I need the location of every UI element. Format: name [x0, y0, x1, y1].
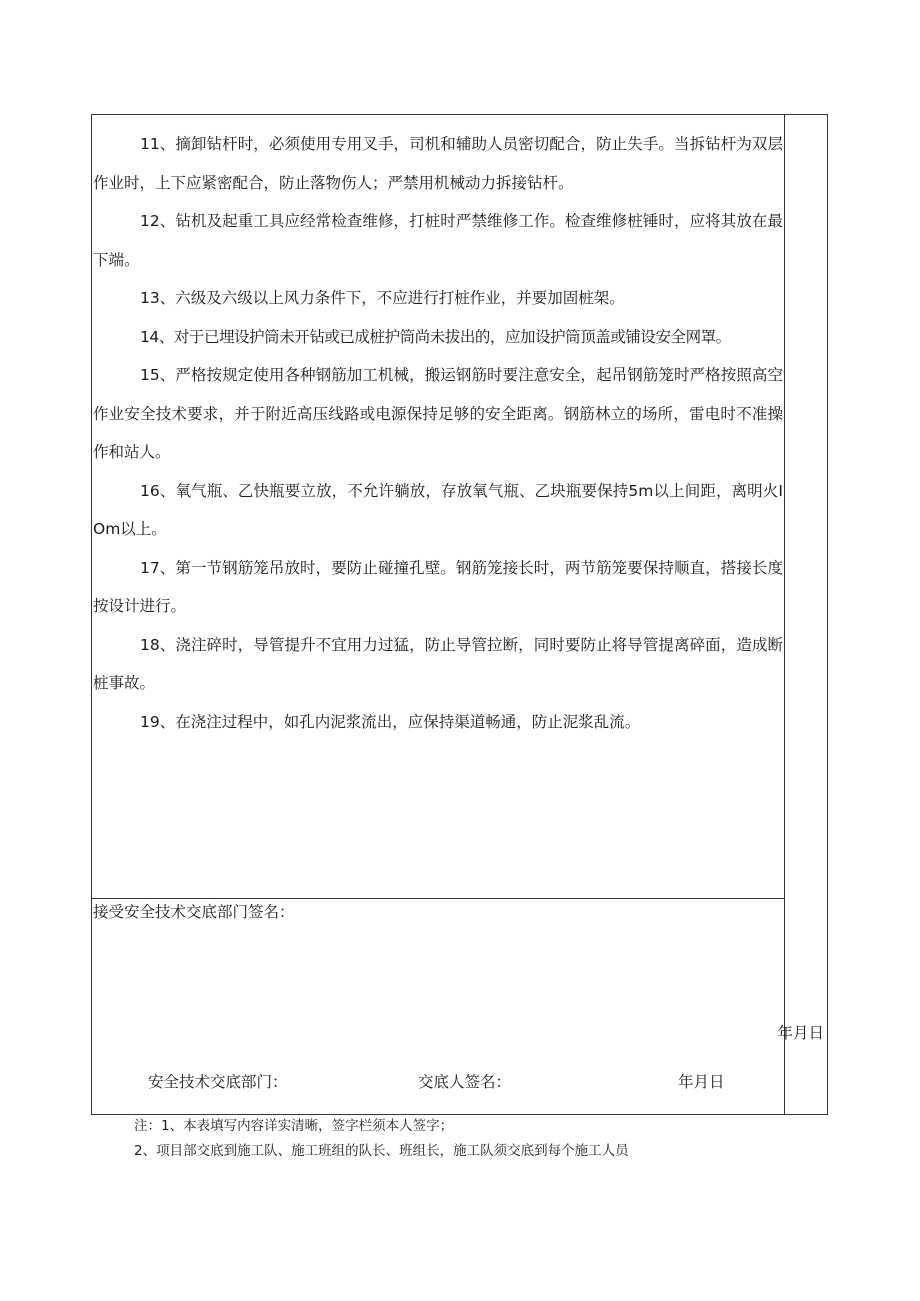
briefing-item-13: 13、六级及六级以上风力条件下，不应进行打桩作业，并要加固桩架。 — [140, 289, 625, 307]
briefer-date-label: 年月日 — [678, 1073, 725, 1091]
briefer-signature-label: 交底人签名： — [418, 1073, 512, 1091]
briefing-dept-label: 安全技术交底部门： — [148, 1073, 288, 1091]
briefing-items — [93, 125, 783, 741]
right-column-border — [784, 115, 785, 1114]
note-1: 注：1、本表填写内容详实清晰，签字栏须本人签字； — [134, 1118, 454, 1134]
safety-briefing-table — [91, 114, 828, 1115]
briefing-item-15: 15、严格按规定使用各种钢筋加工机械，搬运钢筋时要注意安全，起吊钢筋笼时严格按照高空作业安全技术要求，并于附近高压线路或电源保持足够的安全距离。钢筋林立的场所，雷电时不准操作和站人。 — [93, 366, 783, 461]
briefing-item-16: 16、氧气瓶、乙快瓶要立放，不允许躺放，存放氧气瓶、乙块瓶要保持5m以上间距，离明火IOm以上。 — [93, 481, 783, 538]
briefing-item-14: 14、对于已埋设护筒未开钻或已成桩护筒尚未拔出的，应加设护筒顶盖或铺设安全网罩。 — [140, 327, 731, 346]
briefing-item-12: 12、钻机及起重工具应经常检查维修，打桩时严禁维修工作。检查维修桩锤时，应将其放在最下端。 — [93, 212, 783, 269]
briefing-item-19: 19、在浇注过程中，如孔内泥浆流出，应保持渠道畅通，防止泥浆乱流。 — [140, 712, 641, 731]
accept-dept-signature-label: 接受安全技术交底部门签名： — [93, 903, 295, 921]
accept-date-label: 年月日 — [777, 1024, 824, 1042]
note-2: 2、项目部交底到施工队、施工班组的队长、班组长，施工队须交底到每个施工人员 — [134, 1143, 629, 1159]
briefing-item-11: 11、摘卸钻杆时，必须使用专用叉手，司机和辅助人员密切配合，防止失手。当拆钻杆为双层作业时，上下应紧密配合，防止落物伤人；严禁用机械动力拆接钻杆。 — [93, 135, 783, 192]
briefing-item-18: 18、浇注碎时，导管提升不宜用力过猛，防止导管拉断，同时要防止将导管提离碎面，造成断桩事故。 — [93, 635, 783, 692]
briefing-item-17: 17、第一节钢筋笼吊放时，要防止碰撞孔壁。钢筋笼接长时，两节筋笼要保持顺直，搭接长度按设计进行。 — [93, 558, 783, 615]
